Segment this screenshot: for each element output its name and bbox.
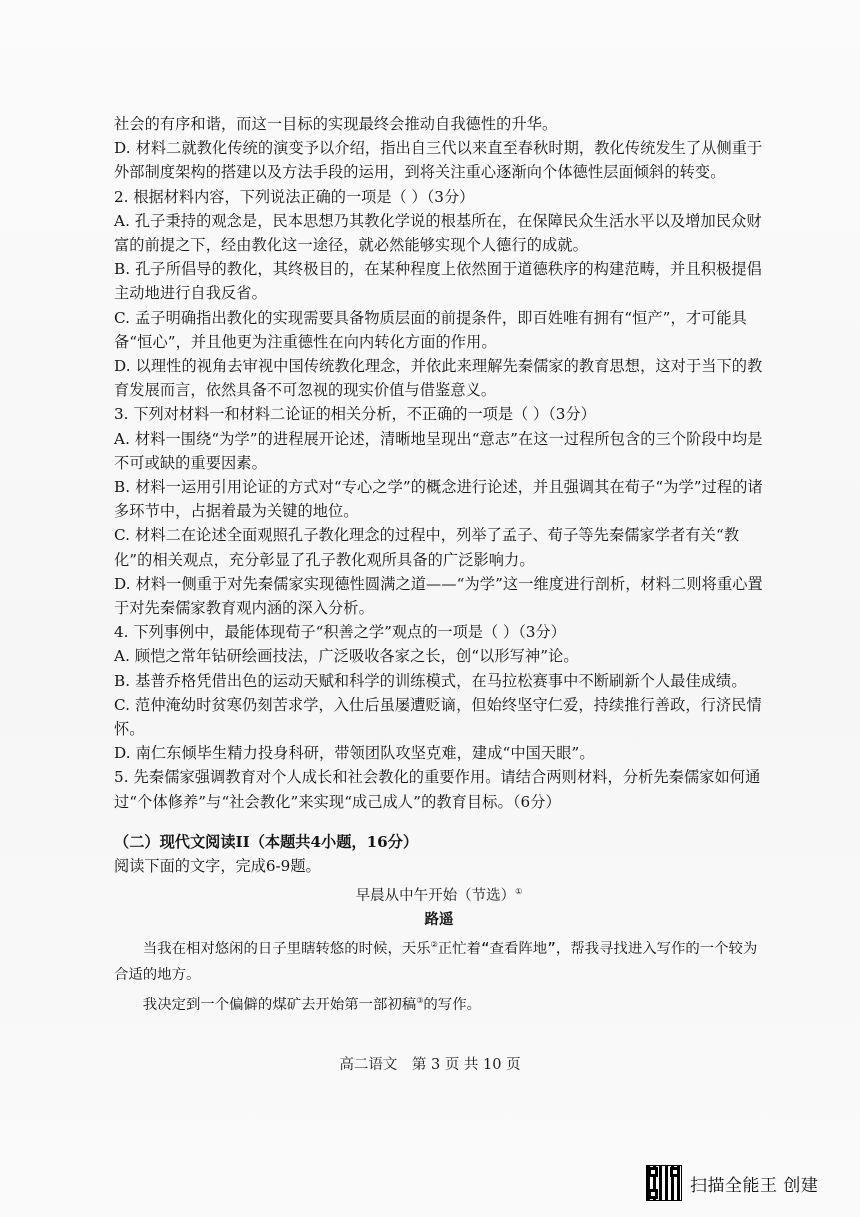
section-title: （二）现代文阅读II（本题共4小题，16分） [114, 832, 419, 851]
article-paragraph-1 [114, 932, 764, 988]
qr-finder-pattern [648, 1167, 658, 1177]
question-5: 5. 先秦儒家强调教育对个人成长和社会教化的重要作用。请结合两则材料，分析先秦儒家如何通过“个体修养”与“社会教化”来实现“成己成人”的教育目标。（6分） [114, 768, 761, 811]
paragraph-continuation: 社会的有序和谐，而这一目标的实现最终会推动自我德性的升华。 [114, 115, 558, 133]
article-paragraph-2 [114, 988, 764, 1018]
question-2: 2. 根据材料内容，下列说法正确的一项是（ ）（3分） [114, 187, 475, 206]
watermark-text: 扫描全能王 创建 [690, 1175, 819, 1196]
article-author: 路遥 [424, 912, 454, 929]
q3-option-a: A. 材料一围绕“为学”的进程展开论述，清晰地呈现出“意志”在这一过程所包含的三个阶段中均是不可或缺的重要因素。 [114, 429, 763, 472]
footnote-marker: ① [515, 887, 523, 897]
qr-finder-pattern [648, 1189, 658, 1199]
article-paragraph-1-text-b: 正忙着“查看阵地”，帮我寻找进入写作的一个较为合适的地方。 [114, 940, 758, 983]
article-paragraph-1-text-a: 当我在相对悠闲的日子里瞎转悠的时候，天乐 [142, 940, 431, 957]
q2-option-b: B. 孔子所倡导的教化，其终极目的，在某种程度上依然囿于道德秩序的构建范畴，并且积极提倡主动地进行自我反省。 [114, 260, 762, 303]
article-title [114, 880, 764, 908]
q2-option-d: D. 以理性的视角去审视中国传统教化理念，并依此来理解先秦儒家的教育思想，这对于当下的教育发展而言，依然具备不可忽视的现实价值与借鉴意义。 [114, 357, 763, 400]
qr-finder-pattern [670, 1167, 680, 1177]
q3-option-c: C. 材料二在论述全面观照孔子教化理念的过程中，列举了孟子、荀子等先秦儒家学者有关“教化”的相关观点，充分彰显了孔子教化观所具备的广泛影响力。 [114, 526, 740, 569]
page-footer: 高二语文 第 3 页 共 10 页 [339, 1057, 521, 1073]
section-gap [114, 814, 764, 830]
q3-option-b: B. 材料一运用引用论证的方式对“专心之学”的概念进行论述，并且强调其在荀子“为学”过程的诸多环节中，占据着最为关键的地位。 [114, 478, 763, 521]
section-instruction: 阅读下面的文字，完成6-9题。 [114, 857, 321, 876]
q4-option-a: A. 顾恺之常年钻研绘画技法，广泛吸收各家之长，创“以形写神”论。 [114, 647, 579, 666]
article-paragraph-2-text-a: 我决定到一个偏僻的煤矿去开始第一部初稿 [142, 996, 417, 1013]
article-paragraph-2-text-b: 的写作。 [423, 996, 481, 1013]
q4-option-d: D. 南仁东倾毕生精力投身科研，带领团队攻坚克难，建成“中国天眼”。 [114, 744, 595, 763]
qr-code-icon [646, 1165, 682, 1201]
q3-option-d: D. 材料一侧重于对先秦儒家实现德性圆满之道——“为学”这一维度进行剖析，材料二则将重心置于对先秦儒家教育观内涵的深入分析。 [114, 574, 763, 618]
q4-option-b: B. 基普乔格凭借出色的运动天赋和科学的训练模式，在马拉松赛事中不断刷新个人最佳成绩。 [114, 671, 747, 690]
scanner-watermark [646, 1163, 818, 1203]
footnote-marker: ③ [416, 995, 424, 1005]
text-column [114, 112, 764, 1018]
article-title-text: 早晨从中午开始（节选） [355, 888, 516, 905]
q2-option-c: C. 孟子明确指出教化的实现需要具备物质层面的前提条件，即百姓唯有拥有“恒产”，才可能具备“恒心”，并且他更为注重德性在向内转化方面的作用。 [114, 308, 747, 351]
question-4: 4. 下列事例中，最能体现荀子“积善之学”观点的一项是（ ）（3分） [114, 623, 566, 642]
q4-option-c: C. 范仲淹幼时贫寒仍刻苦求学，入仕后虽屡遭贬谪，但始终坚守仁爱，持续推行善政，行济民情怀。 [114, 695, 762, 739]
footnote-marker: ② [430, 940, 438, 950]
q2-option-a: A. 孔子秉持的观念是，民本思想乃其教化学说的根基所在，在保障民众生活水平以及增加民众财富的前提之下，经由教化这一途径，就必然能够实现个人德行的成就。 [114, 211, 762, 255]
question-3: 3. 下列对材料一和材料二论证的相关分析，不正确的一项是（ ）（3分） [114, 405, 596, 424]
q1-option-d: D. 材料二就教化传统的演变予以介绍，指出自三代以来直至春秋时期，教化传统发生了从侧重于外部制度架构的搭建以及方法手段的运用，到将关注重心逐渐向个体德性层面倾斜的转变。 [114, 139, 763, 182]
